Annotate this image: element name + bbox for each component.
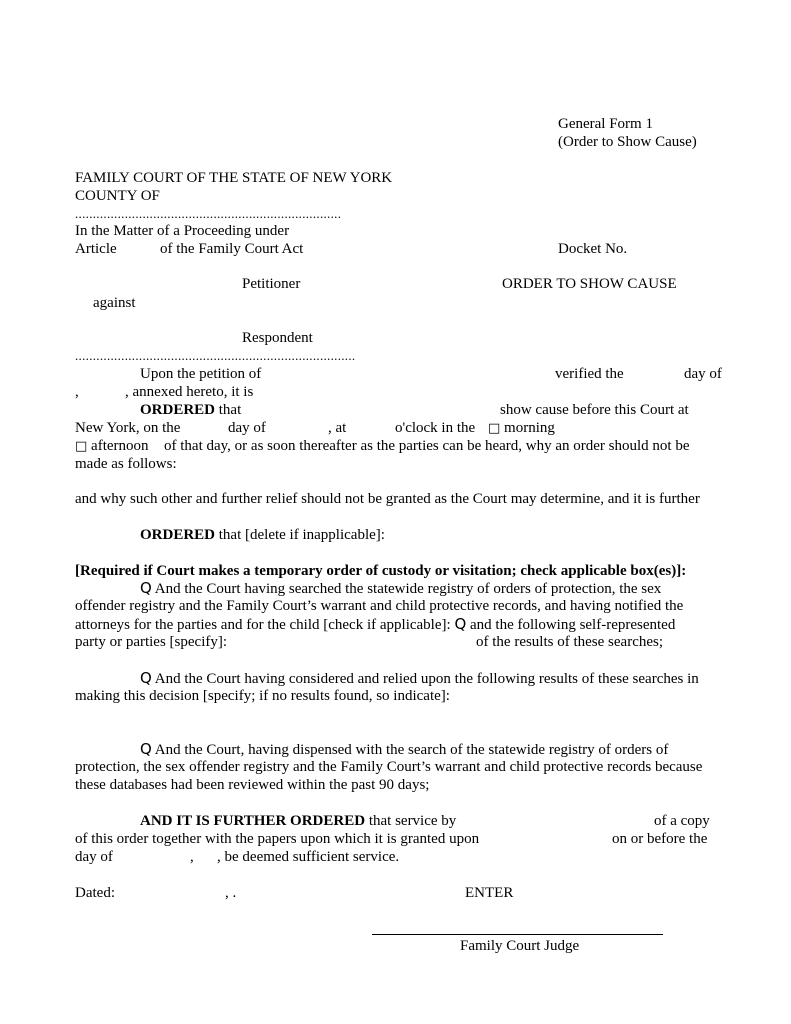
search-3-line-2: protection, the sex offender registry and the Family Court’s warrant and child protective records because — [75, 759, 703, 775]
service-clause — [140, 812, 456, 830]
ordered2-keyword: ORDERED — [140, 527, 216, 543]
search-1-line-2: offender registry and the Family Court’s warrant and child protective records, and having notified the — [75, 598, 684, 614]
afternoon-label: afternoon — [91, 438, 149, 454]
morning-label: morning — [504, 420, 555, 436]
further-relief-text: and why such other and further relief should not be granted as the Court may determine, and it is further — [75, 491, 700, 507]
show-cause-text: show cause before this Court at — [500, 402, 689, 418]
comma-text: , — [75, 384, 79, 400]
matter-line: In the Matter of a Proceeding under — [75, 223, 290, 239]
enter-label: ENTER — [465, 885, 514, 901]
deemed-text: , be deemed sufficient service. — [217, 849, 400, 865]
form-number: General Form 1 — [558, 116, 653, 132]
respondent-label: Respondent — [242, 330, 313, 346]
search-option-2 — [140, 669, 699, 688]
docket-label: Docket No. — [558, 241, 628, 257]
afternoon-checkbox-icon[interactable]: □ — [75, 439, 88, 454]
against-label: against — [93, 295, 136, 311]
on-or-before: on or before the — [612, 831, 708, 847]
caption-divider-bottom: ............................................................................... — [75, 348, 356, 363]
verified-text: verified the — [555, 366, 624, 382]
form-subtitle: (Order to Show Cause) — [558, 134, 697, 150]
ordered-keyword: ORDERED — [140, 402, 216, 418]
day-of-3: day of — [75, 849, 113, 865]
dated-label: Dated: — [75, 885, 115, 901]
ordered-delete-clause — [140, 526, 385, 544]
day-of-2: day of — [228, 420, 266, 436]
family-court-act: of the Family Court Act — [160, 241, 304, 257]
judge-label: Family Court Judge — [460, 938, 580, 954]
petition-text: Upon the petition of — [140, 366, 262, 382]
search-1-line-3 — [75, 615, 675, 634]
checkbox-q-icon[interactable]: Q — [140, 579, 152, 597]
caption-divider-top: ........................................................................... — [75, 206, 342, 221]
service-comma: , — [190, 849, 194, 865]
made-as-follows: made as follows: — [75, 456, 177, 472]
annexed-text: , annexed hereto, it is — [125, 384, 254, 400]
ny-on-the: New York, on the — [75, 420, 181, 436]
of-a-copy: of a copy — [654, 813, 710, 829]
morning-option — [488, 419, 555, 438]
further-ordered-keyword: AND IT IS FURTHER ORDERED — [140, 813, 366, 829]
afternoon-option — [75, 437, 149, 456]
signature-line — [372, 934, 663, 935]
search-1-line-3a: attorneys for the parties and for the child [check if applicable]: — [75, 617, 451, 633]
article-label: Article — [75, 241, 117, 257]
search-2-line-1: And the Court having considered and relied upon the following results of these searches in — [154, 671, 699, 687]
day-of-text: day of — [684, 366, 722, 382]
petitioner-label: Petitioner — [242, 276, 301, 292]
oclock-text: o'clock in the — [395, 420, 476, 436]
search-3-line-3: these databases had been reviewed within the past 90 days; — [75, 777, 430, 793]
required-heading: [Required if Court makes a temporary order of custody or visitation; check applicable box(es)]: — [75, 563, 687, 579]
ordered-clause — [140, 401, 241, 419]
search-option-1 — [140, 579, 661, 598]
search-1-line-4a: party or parties [specify]: — [75, 634, 228, 650]
checkbox-q-icon[interactable]: Q — [454, 615, 467, 633]
of-that-day-text: of that day, or as soon thereafter as the parties can be heard, why an order should not be — [164, 438, 690, 454]
search-1-line-4b: of the results of these searches; — [476, 634, 664, 650]
search-1-line-3b: and the following self-represented — [470, 617, 676, 633]
morning-checkbox-icon[interactable]: □ — [488, 421, 501, 436]
service-by: that service by — [368, 813, 457, 829]
search-option-3 — [140, 740, 668, 759]
search-2-line-2: making this decision [specify; if no results found, so indicate]: — [75, 688, 450, 704]
search-1-line-1: And the Court having searched the statewide registry of orders of protection, the sex — [154, 581, 662, 597]
ordered-that: that — [218, 402, 242, 418]
document-title: ORDER TO SHOW CAUSE — [502, 276, 677, 292]
court-name: FAMILY COURT OF THE STATE OF NEW YORK — [75, 170, 393, 186]
dated-punct: , . — [225, 885, 237, 901]
checkbox-q-icon[interactable]: Q — [140, 669, 152, 687]
checkbox-q-icon[interactable]: Q — [140, 740, 152, 758]
search-3-line-1: And the Court, having dispensed with the search of the statewide registry of orders of — [154, 742, 669, 758]
county-label: COUNTY OF — [75, 188, 160, 204]
at-text: , at — [328, 420, 347, 436]
ordered2-rest: that [delete if inapplicable]: — [218, 527, 385, 543]
papers-text: of this order together with the papers upon which it is granted upon — [75, 831, 480, 847]
